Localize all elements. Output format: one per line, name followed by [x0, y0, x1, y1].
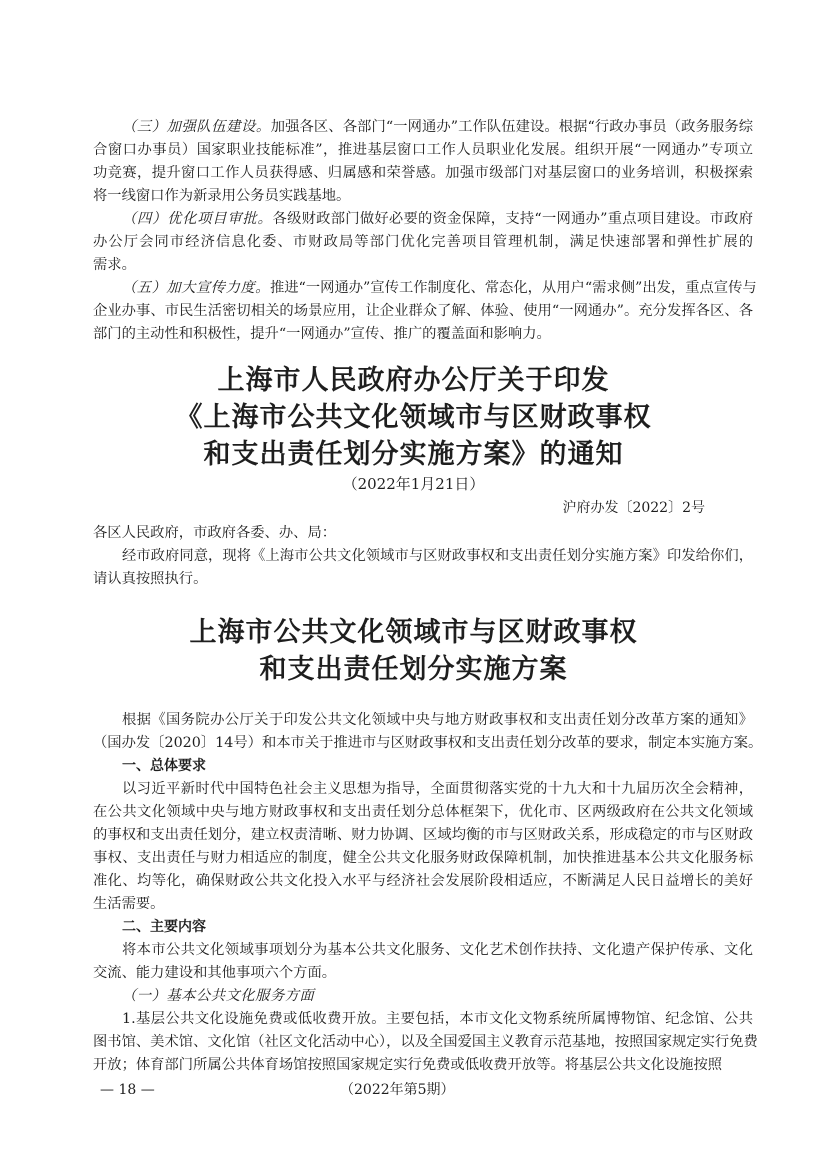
- page-number: — 18 —: [100, 1082, 155, 1098]
- doc-number: 沪府办发〔2022〕2号: [562, 500, 705, 516]
- addressee: 各区人民政府，市政府各委、办、局：: [93, 525, 337, 541]
- text-line: 1.基层公共文化设施免费或低收费开放。主要包括，本市文化文物系统所属博物馆、纪念馆、公共: [122, 1011, 753, 1027]
- text-line: 功竞赛，提升窗口工作人员获得感、归属感和荣誉感。加强市级部门对基层窗口的业务培训，积极探索: [93, 165, 753, 181]
- section-text: 推进“一网通办”宣传工作制度化、常态化，从用户“需求侧”出发，重点宣传与: [269, 280, 757, 296]
- issue-label: （2022年第5期）: [340, 1082, 455, 1098]
- text-line: 将一线窗口作为新录用公务员实践基地。: [93, 188, 351, 204]
- text-line: 部门的主动性和积极性，提升“一网通办”宣传、推广的覆盖面和影响力。: [93, 326, 551, 342]
- section-text: 各级财政部门做好必要的资金保障，支持“一网通办”重点项目建设。市政府: [272, 211, 754, 227]
- text-line: [93, 116, 753, 139]
- section-lead: （五）加大宣传力度。: [122, 280, 270, 296]
- text-line: 在公共文化领域中央与地方财政事权和支出责任划分总体框架下，优化市、区两级政府在公共文化领域: [93, 804, 753, 820]
- text-line: 请认真按照执行。: [93, 571, 208, 587]
- heading-main-content: 二、主要内容: [122, 919, 206, 935]
- text-line: 根据《国务院办公厅关于印发公共文化领域中央与地方财政事权和支出责任划分改革方案的通知》: [122, 712, 753, 728]
- title-line: 和支出责任划分实施方案》的通知: [203, 439, 624, 470]
- basic-services-paragraph: [93, 1008, 758, 1077]
- text-line: 需求。: [93, 257, 136, 273]
- section-text: 加强各区、各部门“一网通办”工作队伍建设。根据“行政办事员（政务服务综: [270, 119, 753, 135]
- section-lead: （三）加强队伍建设。: [122, 119, 271, 135]
- subheading-basic-services: （一）基本公共文化服务方面: [122, 988, 315, 1004]
- general-requirements-paragraph: [93, 778, 753, 916]
- text-line: 将本市公共文化领域事项划分为基本公共文化服务、文化艺术创作扶持、文化遗产保护传承、文化: [122, 942, 753, 958]
- heading-general-requirements: 一、总体要求: [122, 758, 206, 774]
- text-line: 图书馆、美术馆、文化馆（社区文化活动中心），以及全国爱国主义教育示范基地，按照国家规定实行免费: [93, 1034, 758, 1050]
- title-line: 《上海市公共文化领域市与区财政事权: [175, 402, 652, 433]
- text-line: 办公厅会同市经济信息化委、市财政局等部门优化完善项目管理机制，满足快速部署和弹性扩展的: [93, 234, 753, 250]
- text-line: [93, 277, 757, 300]
- title-line: 上海市人民政府办公厅关于印发: [217, 365, 610, 396]
- text-line: 交流、能力建设和其他事项六个方面。: [93, 965, 337, 981]
- text-line: [93, 208, 753, 231]
- text-line: 经市政府同意，现将《上海市公共文化领域市与区财政事权和支出责任划分实施方案》印发给你们，: [122, 548, 753, 564]
- section-3: [93, 116, 753, 208]
- text-line: 合窗口办事员）国家职业技能标准”，推进基层窗口工作人员职业化发展。组织开展“一网通办”专项立: [93, 142, 753, 158]
- text-line: 以习近平新时代中国特色社会主义思想为指导，全面贯彻落实党的十九大和十九届历次全会精神，: [122, 781, 753, 797]
- text-line: 开放；体育部门所属公共体育场馆按照国家规定实行免费或低收费开放等。将基层公共文化设施按照: [93, 1057, 723, 1073]
- plan-title: [0, 614, 827, 688]
- notice-title: [0, 362, 827, 473]
- section-lead: （四）优化项目审批。: [122, 211, 273, 227]
- notice-body: [93, 522, 753, 591]
- intro-paragraph: [93, 709, 763, 755]
- notice-paragraph: [93, 545, 753, 591]
- main-content-paragraph: [93, 939, 753, 985]
- title-line: 上海市公共文化领域市与区财政事权: [189, 617, 638, 648]
- text-line: 事权、支出责任与财力相适应的制度，健全公共文化服务财政保障机制，加快推进基本公共文化服务标: [93, 850, 753, 866]
- text-line: （国办发〔2020〕14号）和本市关于推进市与区财政事权和支出责任划分改革的要求，制定本实施方案。: [93, 735, 763, 751]
- text-line: 的事权和支出责任划分，建立权责清晰、财力协调、区域均衡的市与区财政关系，形成稳定的市与区财政: [93, 827, 753, 843]
- title-line: 和支出责任划分实施方案: [259, 654, 568, 685]
- text-line: 准化、均等化，确保财政公共文化投入水平与经济社会发展阶段相适应，不断满足人民日益增长的美好: [93, 873, 753, 889]
- notice-date: （2022年1月21日）: [342, 475, 485, 493]
- text-line: 企业办事、市民生活密切相关的场景应用，让企业群众了解、体验、使用“一网通办”。充分发挥各区、各: [93, 303, 753, 319]
- plan-body: [93, 709, 763, 1077]
- section-5: [93, 277, 757, 346]
- text-line: 生活需要。: [93, 896, 165, 912]
- section-4: [93, 208, 753, 277]
